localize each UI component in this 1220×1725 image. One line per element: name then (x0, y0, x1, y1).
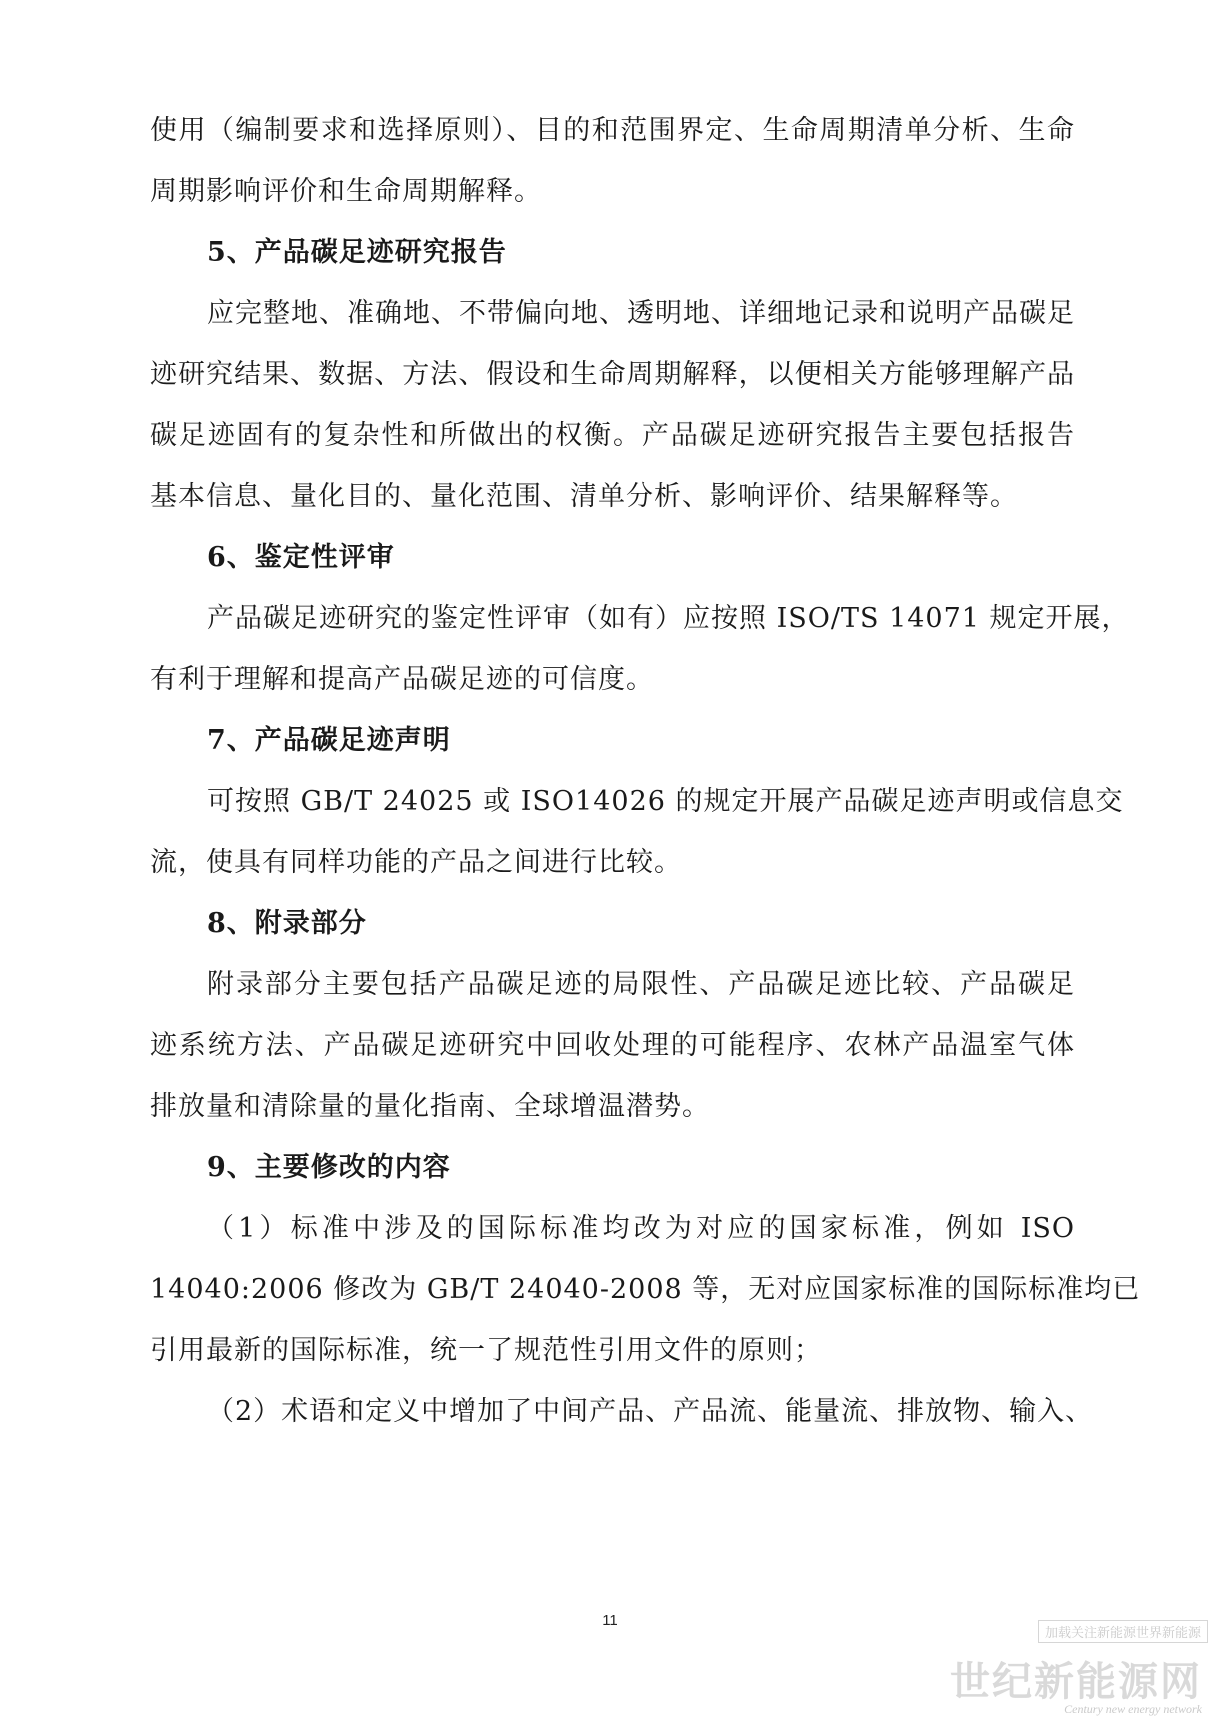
text-line: 有利于理解和提高产品碳足迹的可信度。 (150, 664, 654, 695)
section-heading: 5、产品碳足迹研究报告 (207, 237, 507, 268)
page-number: 11 (602, 1612, 618, 1629)
text-line: 附录部分主要包括产品碳足迹的局限性、产品碳足迹比较、产品碳足 (207, 969, 1075, 1000)
text-line: 迹系统方法、产品碳足迹研究中回收处理的可能程序、农林产品温室气体 (150, 1030, 1075, 1061)
text-line: 引用最新的国际标准，统一了规范性引用文件的原则； (150, 1335, 822, 1366)
text-line: 周期影响评价和生命周期解释。 (150, 176, 542, 207)
watermark (950, 1620, 1208, 1720)
section-heading: 9、主要修改的内容 (207, 1152, 451, 1183)
text-line: 应完整地、准确地、不带偏向地、透明地、详细地记录和说明产品碳足 (207, 298, 1075, 329)
text-line: 流，使具有同样功能的产品之间进行比较。 (150, 847, 682, 878)
text-line: 排放量和清除量的量化指南、全球增温潜势。 (150, 1091, 710, 1122)
text-line: （1）标准中涉及的国际标准均改为对应的国家标准，例如 ISO (207, 1213, 1075, 1244)
text-line: 产品碳足迹研究的鉴定性评审（如有）应按照 ISO/TS 14071 规定开展， (207, 603, 1130, 634)
watermark-subtitle: Century new energy network (1064, 1702, 1202, 1716)
watermark-logo-text: 世纪新能源网 (950, 1658, 1202, 1705)
text-line: 基本信息、量化目的、量化范围、清单分析、影响评价、结果解释等。 (150, 481, 1018, 512)
text-line: 碳足迹固有的复杂性和所做出的权衡。产品碳足迹研究报告主要包括报告 (150, 420, 1075, 451)
section-heading: 6、鉴定性评审 (207, 542, 395, 573)
text-line: 使用（编制要求和选择原则）、目的和范围界定、生命周期清单分析、生命 (150, 115, 1075, 146)
text-line: （2）术语和定义中增加了中间产品、产品流、能量流、排放物、输入、 (207, 1396, 1094, 1427)
text-line: 可按照 GB/T 24025 或 ISO14026 的规定开展产品碳足迹声明或信息交 (207, 786, 1124, 817)
section-heading: 7、产品碳足迹声明 (207, 725, 451, 756)
section-heading: 8、附录部分 (207, 908, 367, 939)
watermark-tagline: 加载关注新能源世界新能源 (1038, 1620, 1208, 1643)
text-line: 迹研究结果、数据、方法、假设和生命周期解释，以便相关方能够理解产品 (150, 359, 1075, 390)
text-line: 14040:2006 修改为 GB/T 24040-2008 等，无对应国家标准的国际标准均已 (150, 1274, 1141, 1305)
